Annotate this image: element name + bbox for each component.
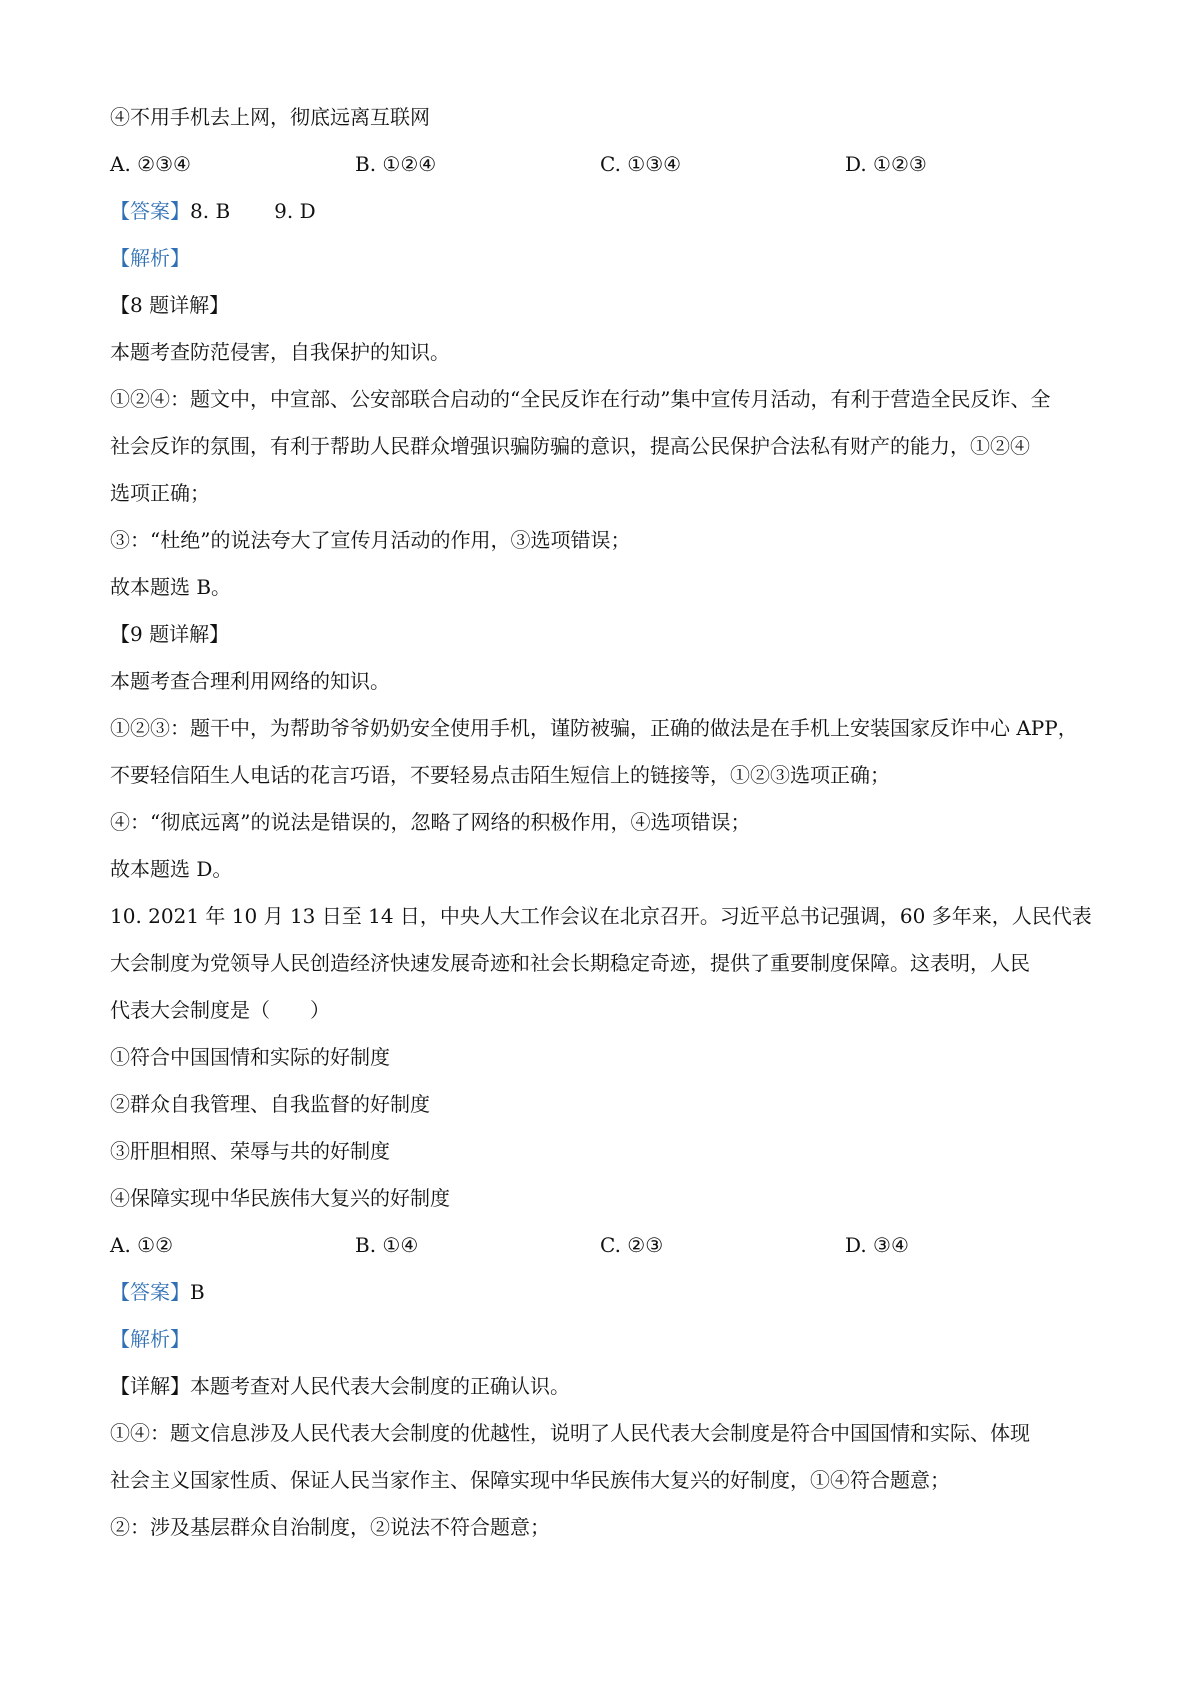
answer-10-value: B <box>190 1280 205 1304</box>
answer-10 <box>110 1269 1095 1316</box>
option-c: C. ①③④ <box>600 152 682 176</box>
detail-10-first-line <box>110 1363 1095 1410</box>
question-10-item: ③肝胆相照、荣辱与共的好制度 <box>110 1139 390 1163</box>
detail-10-line: ①④：题文信息涉及人民代表大会制度的优越性，说明了人民代表大会制度是符合中国国情和实际、体现 <box>110 1421 1030 1445</box>
option-d: D. ③④ <box>845 1233 909 1257</box>
detail-10-intro: 本题考查对人民代表大会制度的正确认识。 <box>190 1374 570 1398</box>
detail-10-tag: 【详解】 <box>110 1374 190 1398</box>
detail-8-line: ①②④：题文中，中宣部、公安部联合启动的“全民反诈在行动”集中宣传月活动，有利于营造全民反诈、全 <box>110 387 1051 411</box>
detail-9-line: 不要轻信陌生人电话的花言巧语，不要轻易点击陌生短信上的链接等，①②③选项正确； <box>110 763 890 787</box>
question-10-item: ②群众自我管理、自我监督的好制度 <box>110 1092 430 1116</box>
option-a: A. ①② <box>110 1233 174 1257</box>
question-9-item-4: ④不用手机去上网，彻底远离互联网 <box>110 105 430 129</box>
detail-8-tag: 【8 题详解】 <box>110 293 230 317</box>
analysis-tag: 【解析】 <box>110 1327 190 1351</box>
detail-9-line: ①②③：题干中，为帮助爷爷奶奶安全使用手机，谨防被骗，正确的做法是在手机上安装国家反诈中心 APP， <box>110 716 1078 740</box>
option-b: B. ①②④ <box>355 152 437 176</box>
detail-8-line: 选项正确； <box>110 481 210 505</box>
detail-9-line: 故本题选 D。 <box>110 857 233 881</box>
question-10-options <box>110 1222 1095 1269</box>
detail-9-tag: 【9 题详解】 <box>110 622 230 646</box>
detail-9-line: 本题考查合理利用网络的知识。 <box>110 669 390 693</box>
question-10-stem: 10. 2021 年 10 月 13 日至 14 日，中央人大工作会议在北京召开。习近平总书记强调，60 多年来，人民代表 <box>110 904 1092 928</box>
answer-9: 9. D <box>274 199 316 223</box>
detail-8-line: 故本题选 B。 <box>110 575 232 599</box>
document-body <box>110 94 1095 1551</box>
detail-8-line: 社会反诈的氛围，有利于帮助人民群众增强识骗防骗的意识，提高公民保护合法私有财产的能力，①②④ <box>110 434 1030 458</box>
option-b: B. ①④ <box>355 1233 419 1257</box>
detail-9-line: ④：“彻底远离”的说法是错误的，忽略了网络的积极作用，④选项错误； <box>110 810 751 834</box>
answer-8: 8. B <box>190 199 231 223</box>
answer-8-9 <box>110 188 1095 235</box>
analysis-tag: 【解析】 <box>110 246 190 270</box>
detail-10-line: ②：涉及基层群众自治制度，②说法不符合题意； <box>110 1515 550 1539</box>
question-10-item: ④保障实现中华民族伟大复兴的好制度 <box>110 1186 450 1210</box>
detail-10-line: 社会主义国家性质、保证人民当家作主、保障实现中华民族伟大复兴的好制度，①④符合题意； <box>110 1468 950 1492</box>
question-10-stem: 大会制度为党领导人民创造经济快速发展奇迹和社会长期稳定奇迹，提供了重要制度保障。这表明，人民 <box>110 951 1030 975</box>
question-10-stem: 代表大会制度是（ ） <box>110 998 330 1022</box>
option-c: C. ②③ <box>600 1233 664 1257</box>
option-a: A. ②③④ <box>110 152 191 176</box>
question-10-item: ①符合中国国情和实际的好制度 <box>110 1045 390 1069</box>
answer-tag: 【答案】 <box>110 199 190 223</box>
detail-8-line: 本题考查防范侵害，自我保护的知识。 <box>110 340 450 364</box>
question-9-options <box>110 141 1095 188</box>
answer-tag: 【答案】 <box>110 1280 190 1304</box>
option-d: D. ①②③ <box>845 152 927 176</box>
detail-8-line: ③：“杜绝”的说法夸大了宣传月活动的作用，③选项错误； <box>110 528 631 552</box>
